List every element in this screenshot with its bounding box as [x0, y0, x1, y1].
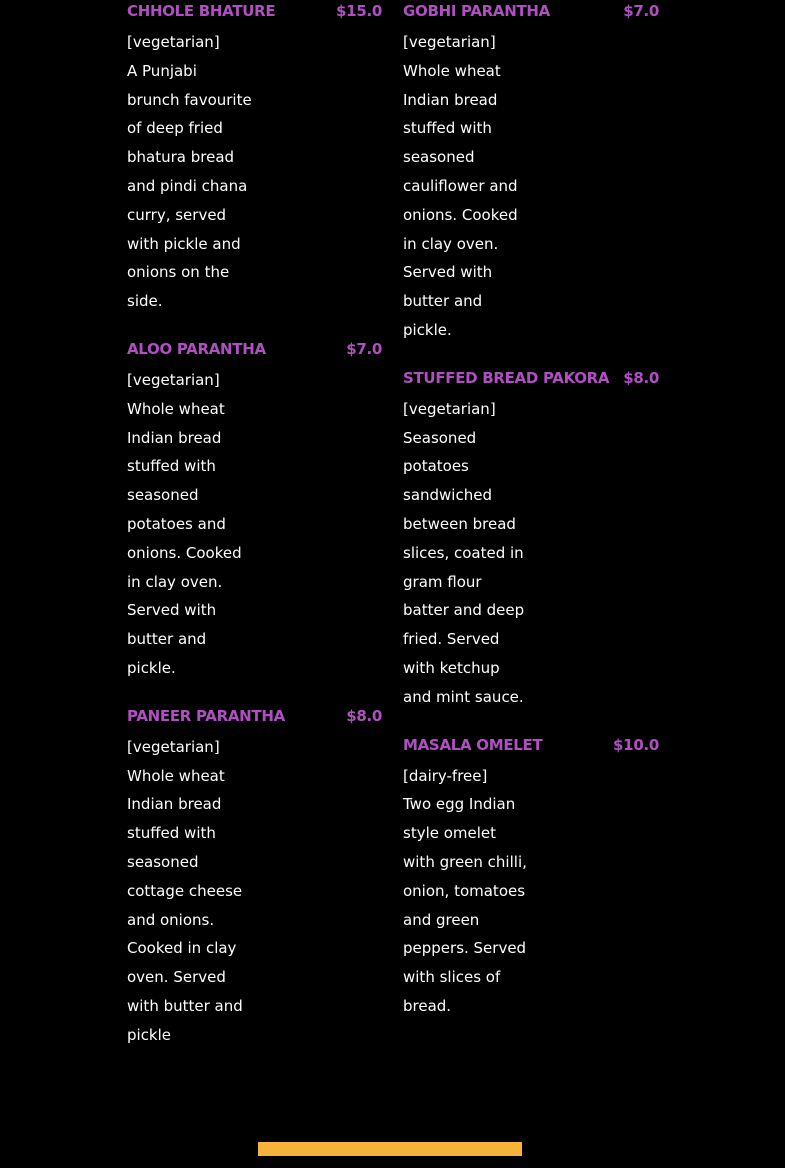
description-line: Whole wheat: [403, 61, 501, 80]
dietary-tag: [vegetarian]: [403, 33, 496, 51]
description-line: and mint sauce.: [403, 687, 524, 706]
menu-item-gobhi-parantha: [403, 0, 659, 345]
menu-item-stuffed-bread-pakora: [403, 367, 659, 712]
description-line: with butter and: [127, 996, 243, 1015]
menu-item-price: $8.0: [346, 706, 382, 725]
menu-item-header: [127, 338, 382, 360]
description-line: Cooked in clay: [127, 939, 237, 958]
menu-item-name: MASALA OMELET: [403, 735, 543, 754]
description-line: batter and deep: [403, 601, 525, 620]
description-line: pickle.: [403, 320, 452, 339]
description-line: Whole wheat: [127, 399, 225, 418]
description-line: in clay oven.: [403, 234, 499, 253]
description-line: and pindi chana: [127, 176, 248, 195]
description-line: oven. Served: [127, 968, 226, 987]
description-line: Served with: [127, 601, 217, 620]
description-line: sandwiched: [403, 486, 492, 505]
menu-item-name: ALOO PARANTHA: [127, 339, 266, 358]
description-line: seasoned: [127, 486, 199, 505]
dietary-tag: [vegetarian]: [127, 33, 220, 51]
menu-item-description: [127, 733, 267, 1050]
menu-item-name: PANEER PARANTHA: [127, 706, 285, 725]
menu-item-description: [403, 28, 543, 345]
menu-item-header: [127, 705, 382, 727]
description-line: peppers. Served: [403, 939, 527, 958]
menu-item-price: $7.0: [623, 2, 659, 20]
description-line: cauliflower and: [403, 176, 518, 195]
menu-item-description: [127, 28, 267, 316]
description-line: Indian bread: [127, 795, 222, 814]
description-line: side.: [127, 292, 163, 311]
menu-item-header: [403, 0, 659, 22]
menu-column-right: [403, 0, 659, 1021]
menu-item-description: [127, 366, 267, 683]
menu-item-paneer-parantha: [127, 705, 382, 1050]
description-line: curry, served: [127, 205, 227, 224]
description-line: and green: [403, 910, 480, 929]
description-line: stuffed with: [127, 457, 216, 476]
description-line: Indian bread: [127, 428, 222, 447]
description-line: Whole wheat: [127, 766, 225, 785]
menu-item-price: $10.0: [613, 735, 659, 754]
description-line: potatoes and: [127, 514, 226, 533]
description-line: gram flour: [403, 572, 482, 591]
description-line: cottage cheese: [127, 881, 243, 900]
menu-item-price: $15.0: [336, 2, 382, 20]
menu-item-description: [403, 762, 543, 1021]
dietary-tag: [vegetarian]: [127, 737, 220, 756]
dietary-tag: [vegetarian]: [403, 399, 496, 418]
menu-column-left: [127, 0, 382, 1050]
description-line: potatoes: [403, 457, 469, 476]
menu-item-price: $7.0: [346, 339, 382, 358]
menu-item-aloo-parantha: [127, 338, 382, 683]
menu-item-name: STUFFED BREAD PAKORA: [403, 368, 610, 387]
description-line: Indian bread: [403, 90, 498, 109]
description-line: in clay oven.: [127, 572, 223, 591]
dietary-tag: [dairy-free]: [403, 766, 488, 785]
description-line: with slices of: [403, 968, 501, 987]
menu-item-price: $8.0: [623, 368, 659, 387]
description-line: of deep fried: [127, 119, 223, 138]
description-line: pickle.: [127, 658, 176, 677]
description-line: style omelet: [403, 824, 497, 843]
menu-item-header: [403, 734, 659, 756]
menu-item-name: GOBHI PARANTHA: [403, 2, 550, 20]
description-line: seasoned: [127, 852, 199, 871]
description-line: Served with: [403, 263, 493, 282]
description-line: stuffed with: [403, 119, 492, 138]
description-line: fried. Served: [403, 630, 500, 649]
description-line: stuffed with: [127, 824, 216, 843]
description-line: onions on the: [127, 263, 230, 282]
description-line: onion, tomatoes: [403, 881, 526, 900]
menu-item-description: [403, 395, 543, 712]
description-line: brunch favourite: [127, 90, 252, 109]
description-line: with ketchup: [403, 658, 500, 677]
description-line: bread.: [403, 996, 452, 1015]
description-line: Seasoned: [403, 428, 477, 447]
description-line: bhatura bread: [127, 148, 235, 167]
menu-item-header: [127, 0, 382, 22]
description-line: butter and: [403, 292, 483, 311]
description-line: butter and: [127, 630, 207, 649]
description-line: and onions.: [127, 910, 215, 929]
description-line: seasoned: [403, 148, 475, 167]
description-line: Two egg Indian: [403, 795, 516, 814]
menu-item-chhole-bhature: [127, 0, 382, 316]
description-line: onions. Cooked: [127, 543, 242, 562]
menu-item-masala-omelet: [403, 734, 659, 1021]
description-line: onions. Cooked: [403, 205, 518, 224]
description-line: with pickle and: [127, 234, 241, 253]
description-line: with green chilli,: [403, 852, 527, 871]
description-line: between bread: [403, 514, 516, 533]
menu-item-header: [403, 367, 659, 389]
dietary-tag: [vegetarian]: [127, 370, 220, 389]
description-line: A Punjabi: [127, 61, 197, 80]
menu-item-name: CHHOLE BHATURE: [127, 2, 276, 20]
description-line: slices, coated in: [403, 543, 524, 562]
order-button-bar[interactable]: [258, 1142, 522, 1156]
description-line: pickle: [127, 1025, 172, 1044]
